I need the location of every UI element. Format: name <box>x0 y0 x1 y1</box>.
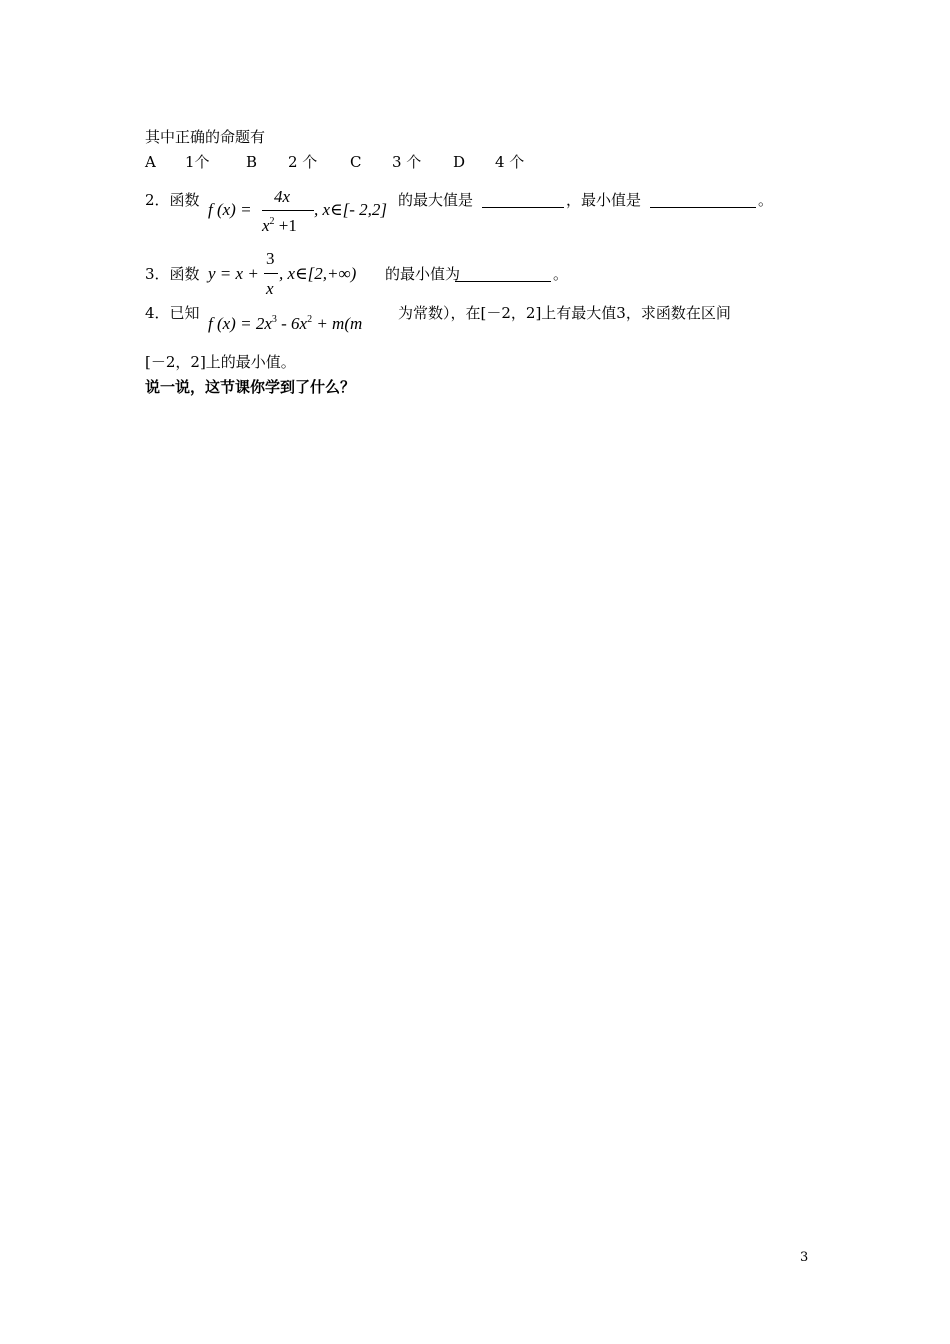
q3-label: 的最小值为 <box>385 265 461 283</box>
q2-numerator: 4x <box>274 187 291 206</box>
q2-max-label: 的最大值是 <box>398 191 474 209</box>
summary-prompt: 说一说，这节课你学到了什么？ <box>145 378 356 396</box>
q2-max-blank <box>482 193 564 208</box>
option-b-letter: B <box>246 153 258 171</box>
q2-denominator: $x^2 +1$ <box>262 216 297 235</box>
q2-min-blank <box>650 193 756 208</box>
q4-number: 4．已知 <box>145 304 200 322</box>
option-c-letter: C <box>350 153 362 171</box>
q3-end: 。 <box>553 265 569 283</box>
option-a-letter: A <box>145 153 156 171</box>
q2-min-label: ，最小值是 <box>566 191 642 209</box>
q3-number: 3．函数 <box>145 265 200 283</box>
q4-formula: f $(x) = 2x^3 - 6x^2 + m(m$ <box>208 314 363 333</box>
option-d-text: 4 个 <box>495 153 525 171</box>
option-a-text: 1个 <box>185 153 210 171</box>
q3-fraction-bar <box>264 273 278 274</box>
q2-end: 。 <box>758 191 774 209</box>
q3-domain: , x∈[2,+∞) <box>279 264 357 283</box>
q3-blank <box>455 267 551 282</box>
q4-text-line2: [－2，2]上的最小值。 <box>145 353 296 371</box>
q3-lhs: y = x + <box>208 264 259 283</box>
q4-text-line1: 为常数），在[－2，2]上有最大值3，求函数在区间 <box>398 304 731 322</box>
option-d-letter: D <box>453 153 466 171</box>
page-number: 3 <box>800 1250 809 1265</box>
q3-numerator: 3 <box>266 249 275 268</box>
q2-number: 2．函数 <box>145 191 200 209</box>
option-b-text: 2 个 <box>288 153 318 171</box>
q2-fraction-bar <box>262 210 314 211</box>
q3-denominator: x <box>266 279 274 298</box>
option-c-text: 3 个 <box>392 153 422 171</box>
q2-lhs: f (x) = <box>208 200 252 219</box>
q2-domain: , x∈[- 2,2] <box>314 200 388 219</box>
intro-text: 其中正确的命题有 <box>145 128 266 146</box>
